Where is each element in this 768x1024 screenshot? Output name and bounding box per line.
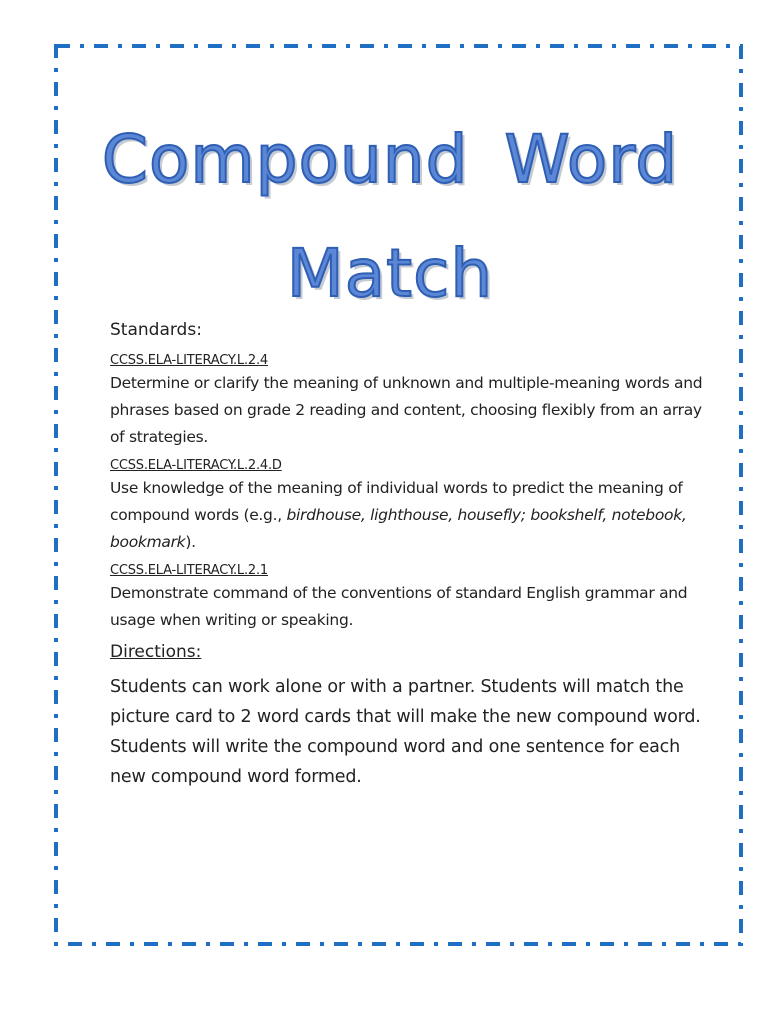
- standards-heading: Standards:: [110, 320, 202, 340]
- standard-description-3: Demonstrate command of the conventions of standard English grammar and usage when writing or speaking.: [110, 584, 688, 629]
- standard-description-1: Determine or clarify the meaning of unknown and multiple-meaning words and phrases based on grade 2 reading and content, choosing flexibly from an array of strategies.: [110, 374, 703, 446]
- standard-code-3: CCSS.ELA-LITERACY.L.2.1: [110, 563, 268, 578]
- standard-description-2: [110, 475, 710, 556]
- standard-description-2-suffix: ).: [185, 533, 196, 551]
- standard-code-2: CCSS.ELA-LITERACY.L.2.4.D: [110, 458, 282, 473]
- directions-text: Students can work alone or with a partner. Students will match the picture card to 2 word cards that will make the new compound word. Students will write the compound word and one sentence for each new compound word formed.: [110, 677, 701, 787]
- compound-word-examples: birdhouse, lighthouse, housefly; bookshelf, notebook, bookmark: [110, 506, 687, 551]
- page-title-line-1: Compound Word: [101, 121, 679, 198]
- directions-heading: Directions:: [110, 642, 202, 662]
- page-title-line-2: Match: [286, 235, 494, 312]
- standard-description-2-prefix: Use knowledge of the meaning of individual words to predict the meaning of compound words (e.g.,: [110, 479, 683, 524]
- standard-code-1: CCSS.ELA-LITERACY.L.2.4: [110, 353, 268, 368]
- content-area: [110, 318, 710, 792]
